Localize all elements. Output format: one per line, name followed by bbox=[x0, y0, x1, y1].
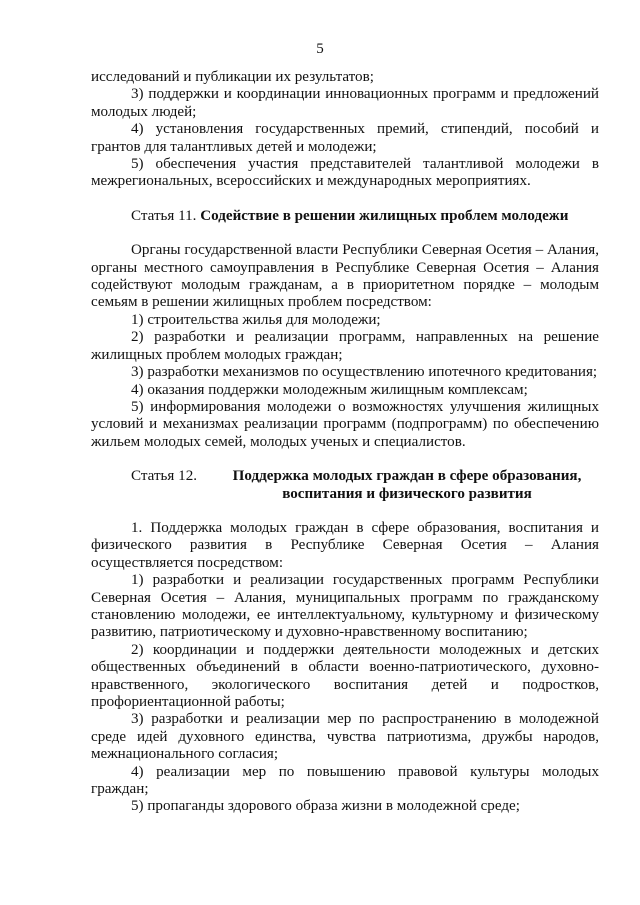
paragraph: 4) оказания поддержки молодежным жилищным комплексам; bbox=[131, 381, 528, 398]
paragraph: 4) реализации мер по повышению правовой культуры молодых граждан; bbox=[91, 763, 599, 798]
article-11-label: Статья 11. bbox=[131, 207, 197, 224]
page-number: 5 bbox=[316, 41, 324, 57]
paragraph: 1) разработки и реализации государственных программ Республики Северная Осетия – Алания, муниципальных программ по гражданскому становлению молодежи, ее интеллектуальному, культурному и физическому развитию, патриотическому и духовно-нравственному воспитанию; bbox=[91, 572, 599, 641]
paragraph: 2) координации и поддержки деятельности молодежных и детских общественных объединений в области военно-патриотического, духовно-нравственного, экологического воспитания детей и подростков, профориентационной работы; bbox=[91, 641, 599, 710]
article-12-heading bbox=[91, 468, 599, 503]
paragraph: 3) поддержки и координации инновационных программ и предложений молодых людей; bbox=[91, 86, 599, 120]
article-12-title: Поддержка молодых граждан в сфере образования, воспитания и физического развития bbox=[232, 468, 582, 502]
paragraph: исследований и публикации их результатов; bbox=[91, 69, 374, 85]
paragraph: 4) установления государственных премий, стипендий, пособий и грантов для талантливых детей и молодежи; bbox=[91, 121, 599, 155]
paragraph: 3) разработки и реализации мер по распространению в молодежной среде идей духовного единства, чувства патриотизма, дружбы народов, межнационального согласия; bbox=[91, 711, 599, 763]
paragraph: 2) разработки и реализации программ, направленных на решение жилищных проблем молодых граждан; bbox=[91, 329, 599, 363]
paragraph: 1. Поддержка молодых граждан в сфере образования, воспитания и физического развития в Республике Северная Осетия – Алания осуществляется посредством: bbox=[91, 519, 599, 571]
document-body bbox=[91, 69, 599, 816]
article-11-title: Содействие в решении жилищных проблем молодежи bbox=[200, 207, 569, 224]
paragraph: 3) разработки механизмов по осуществлению ипотечного кредитования; bbox=[131, 364, 598, 381]
paragraph: 5) пропаганды здорового образа жизни в молодежной среде; bbox=[131, 798, 520, 815]
paragraph: 1) строительства жилья для молодежи; bbox=[131, 311, 381, 328]
paragraph: Органы государственной власти Республики Северная Осетия – Алания, органы местного самоуправления в Республике Северная Осетия – Алания содействуют молодым гражданам, а в приоритетном порядке – молодым семьям в решении жилищных проблем посредством: bbox=[91, 242, 599, 311]
paragraph: 5) информирования молодежи о возможностях улучшения жилищных условий и механизмах реализации программ (подпрограмм) по обеспечению жильем молодых семей, молодых ученых и специалистов. bbox=[91, 398, 599, 450]
paragraph: 5) обеспечения участия представителей талантливой молодежи в межрегиональных, всероссийских и международных мероприятиях. bbox=[91, 156, 599, 190]
article-12-label: Статья 12. bbox=[131, 468, 198, 485]
article-11-heading bbox=[91, 208, 599, 225]
